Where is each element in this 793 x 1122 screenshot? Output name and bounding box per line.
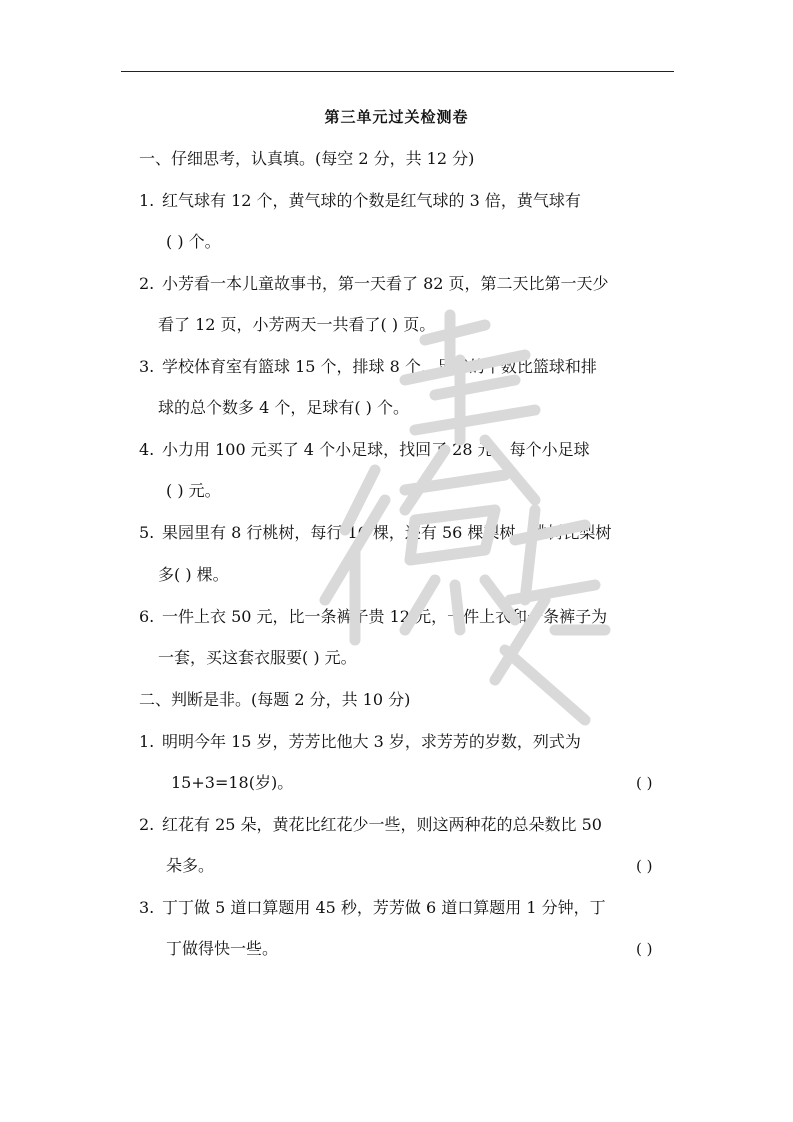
question-text: 丁丁做 5 道口算题用 45 秒，芳芳做 6 道口算题用 1 分钟，丁	[162, 898, 606, 917]
question-text: 果园里有 8 行桃树，每行 16 棵，还有 56 棵梨树，桃树比梨树	[162, 523, 612, 542]
page-title: 第三单元过关检测卷	[324, 108, 469, 126]
question-text-continued: 多( ) 棵。	[158, 565, 229, 584]
question-text-continued: 看了 12 页，小芳两天一共看了( ) 页。	[158, 315, 436, 334]
question-text-continued: 15+3=18(岁)。	[171, 773, 294, 792]
question-number: 1.	[139, 191, 155, 210]
question-number: 1.	[139, 732, 155, 751]
question-number: 4.	[139, 440, 155, 459]
question-text-continued: ( ) 个。	[166, 232, 221, 251]
answer-blank[interactable]: ( )	[636, 940, 653, 958]
answer-blank[interactable]: ( )	[636, 857, 653, 875]
question-text: 明明今年 15 岁，芳芳比他大 3 岁，求芳芳的岁数，列式为	[162, 732, 581, 751]
question-number: 3.	[139, 898, 155, 917]
question-text-continued: 丁做得快一些。	[166, 939, 279, 958]
question-text: 一件上衣 50 元，比一条裤子贵 12 元，一件上衣和一条裤子为	[162, 607, 608, 626]
section-heading-true-false: 二、判断是非。(每题 2 分，共 10 分)	[139, 690, 411, 709]
question-number: 6.	[139, 607, 155, 626]
question-text-continued: 朵多。	[166, 856, 215, 875]
answer-blank[interactable]: ( )	[636, 774, 653, 792]
question-text: 学校体育室有篮球 15 个，排球 8 个，足球的个数比篮球和排	[162, 357, 597, 376]
question-number: 2.	[139, 815, 155, 834]
question-text: 小力用 100 元买了 4 个小足球，找回了 28 元，每个小足球	[162, 440, 590, 459]
question-text-continued: 一套，买这套衣服要( ) 元。	[158, 648, 357, 667]
question-text-continued: ( ) 元。	[166, 481, 221, 500]
question-text: 红花有 25 朵，黄花比红花少一些，则这两种花的总朵数比 50	[162, 815, 602, 834]
question-number: 3.	[139, 357, 155, 376]
question-text: 红气球有 12 个，黄气球的个数是红气球的 3 倍，黄气球有	[162, 191, 581, 210]
header-rule	[121, 71, 674, 72]
question-number: 2.	[139, 274, 155, 293]
question-text: 小芳看一本儿童故事书，第一天看了 82 页，第二天比第一天少	[162, 274, 609, 293]
question-number: 5.	[139, 523, 155, 542]
section-heading-fill-in: 一、仔细思考，认真填。(每空 2 分，共 12 分)	[139, 149, 475, 168]
question-text-continued: 球的总个数多 4 个，足球有( ) 个。	[158, 398, 410, 417]
